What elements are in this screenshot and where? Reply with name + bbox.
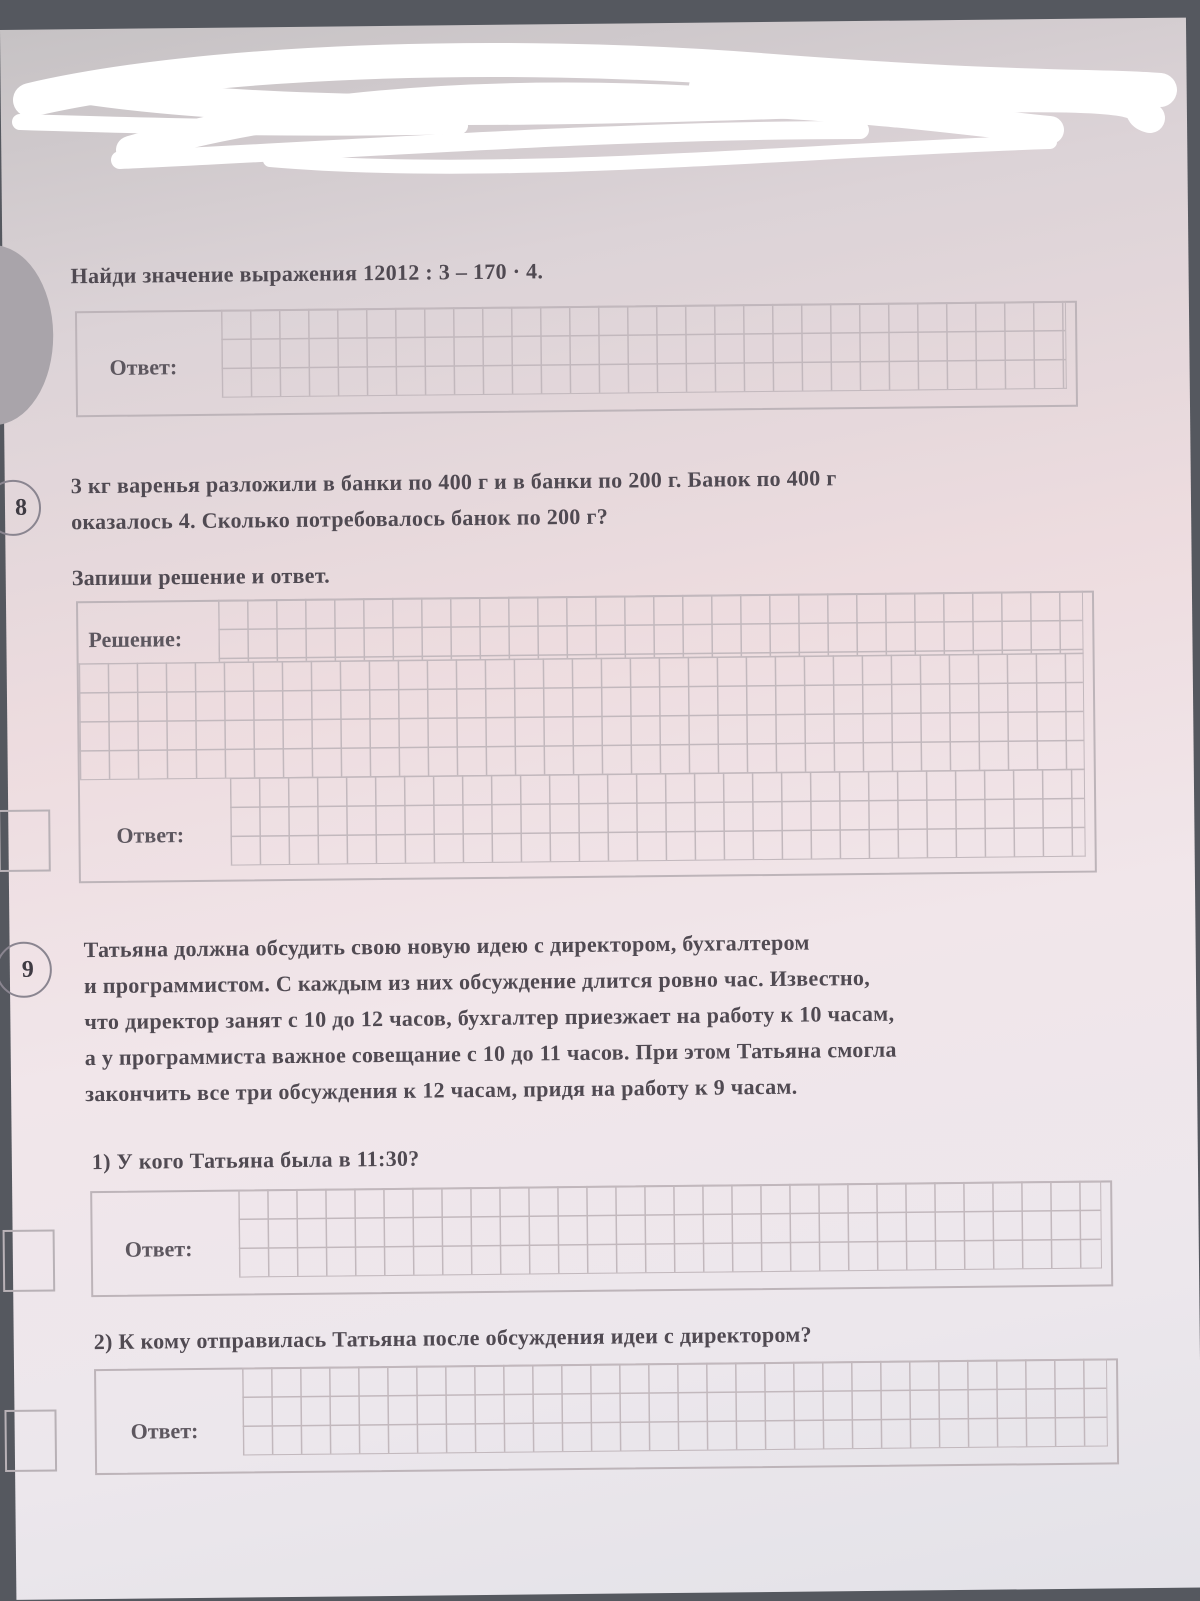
q7-answer-grid[interactable] <box>221 301 1067 398</box>
q9-sub2-score-box <box>4 1409 57 1472</box>
redaction-scribble <box>0 30 1180 190</box>
q7-answer-box <box>75 301 1078 417</box>
q9-line-5: закончить все три обсуждения к 12 часам, придя на работу к 9 часам. <box>85 1073 798 1107</box>
q7-answer-label: Ответ: <box>109 354 178 380</box>
q9-sub1-score-box <box>3 1229 56 1292</box>
q8-prompt-line1: 3 кг варенья разложили в банки по 400 г и в банки по 200 г. Банок по 400 г <box>70 465 837 499</box>
q9-line-4: а у программиста важное совещание с 10 до 11 часов. При этом Татьяна смогла <box>84 1036 897 1071</box>
q9-line-3: что директор занят с 10 до 12 часов, бухгалтер приезжает на работу к 10 часам, <box>84 1000 895 1035</box>
worksheet-page <box>0 18 1200 1600</box>
q8-solution-label: Решение: <box>88 626 183 653</box>
q8-number: 8 <box>14 494 28 521</box>
q8-prompt-line2: оказалось 4. Сколько потребовалось банок по 200 г? <box>71 503 609 535</box>
q9-line-1: Татьяна должна обсудить свою новую идею с директором, бухгалтером <box>83 929 810 963</box>
q9-line-2: и программистом. С каждым из них обсуждение длится ровно час. Известно, <box>83 964 871 999</box>
q9-sub1-answer-box <box>90 1180 1113 1297</box>
q8-solution-grid-top[interactable] <box>218 591 1084 663</box>
q8-answer-grid[interactable] <box>230 769 1086 866</box>
q8-solution-box <box>76 591 1097 884</box>
q9-sub2-answer-box <box>94 1358 1119 1475</box>
q8-score-box <box>0 810 51 873</box>
q8-solution-grid[interactable] <box>79 653 1085 781</box>
q9-sub1-answer-grid[interactable] <box>238 1181 1102 1278</box>
q8-instruction: Запиши решение и ответ. <box>71 562 331 591</box>
q9-sub2-answer-label: Ответ: <box>130 1418 199 1444</box>
q9-number-badge <box>0 942 52 999</box>
q9-sub2-question: 2) К кому отправилась Татьяна после обсуждения идеи с директором? <box>93 1321 813 1355</box>
q9-number: 9 <box>21 956 34 983</box>
q9-sub2-answer-grid[interactable] <box>242 1358 1108 1455</box>
q9-sub1-question: 1) У кого Татьяна была в 11:30? <box>91 1145 420 1175</box>
q8-answer-label: Ответ: <box>116 822 185 848</box>
q9-sub1-answer-label: Ответ: <box>124 1236 193 1262</box>
q7-prompt: Найди значение выражения 12012 : 3 – 170 · 4. <box>70 258 544 289</box>
page-curl-shadow <box>0 244 54 425</box>
q8-number-badge <box>0 480 41 537</box>
